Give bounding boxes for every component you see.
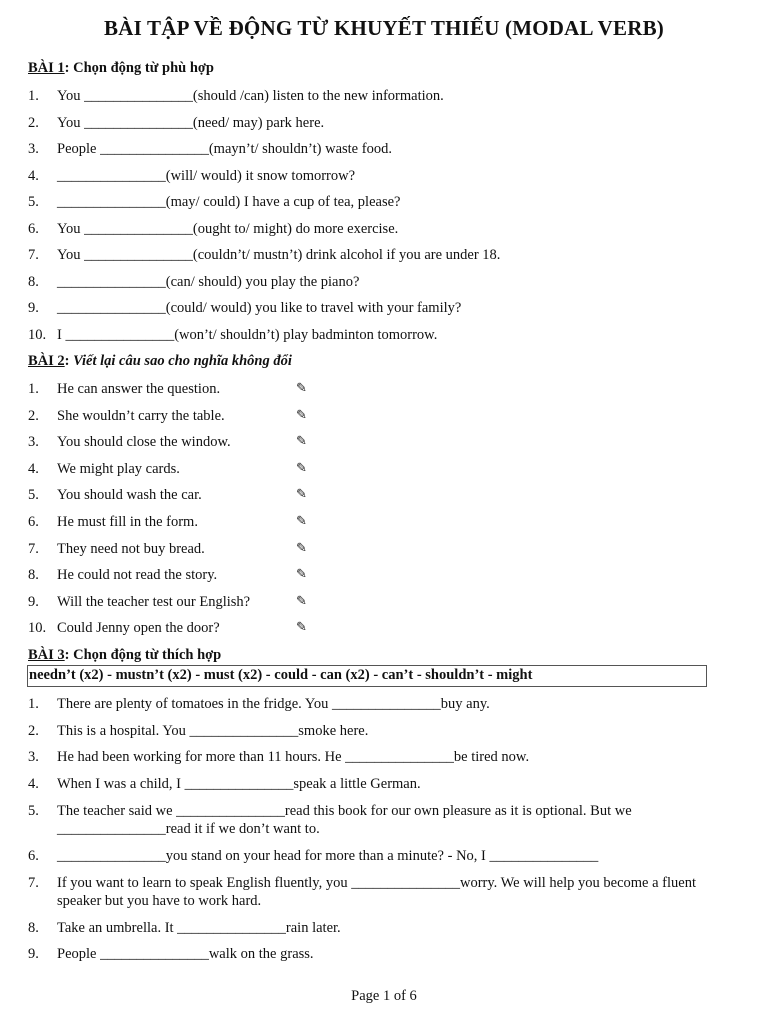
item-text: He had been working for more than 11 hours. He _______________be tired now.	[57, 749, 530, 765]
item-text: He must fill in the form.	[57, 514, 198, 530]
item-text: The teacher said we _______________read this book for our own pleasure as it is optional. But we _______________read it if we don’t want to.	[57, 803, 632, 837]
item-text: _______________(may/ could) I have a cup of tea, please?	[57, 194, 401, 210]
item-text: This is a hospital. You _______________smoke here.	[57, 723, 369, 739]
item-number: 2.	[28, 408, 39, 424]
item-number: 2.	[28, 723, 39, 739]
exercise-1-item	[28, 167, 355, 185]
item-number: 7.	[28, 875, 39, 891]
item-text: You _______________(should /can) listen to the new information.	[57, 88, 444, 104]
exercise-1-item	[28, 273, 359, 291]
item-number: 9.	[28, 594, 39, 610]
section-2-separator: :	[64, 353, 74, 369]
item-number: 5.	[28, 803, 39, 819]
section-2-heading	[28, 353, 292, 370]
item-number: 8.	[28, 274, 39, 290]
exercise-1-item	[28, 326, 437, 344]
item-text: There are plenty of tomatoes in the fridge. You _______________buy any.	[57, 696, 490, 712]
exercise-3-item	[28, 945, 314, 963]
exercise-1-item	[28, 299, 461, 317]
item-number: 10.	[28, 327, 47, 343]
item-text: _______________you stand on your head for more than a minute? - No, I _______________	[57, 848, 599, 864]
item-text: She wouldn’t carry the table.	[57, 408, 225, 424]
exercise-1-item	[28, 114, 324, 132]
exercise-2-item	[28, 619, 220, 637]
exercise-3-item	[28, 775, 421, 793]
exercise-2-item	[28, 486, 202, 504]
item-number: 3.	[28, 141, 39, 157]
exercise-2-item	[28, 460, 180, 478]
item-text: When I was a child, I _______________speak a little German.	[57, 776, 421, 792]
exercise-1-item	[28, 87, 444, 105]
item-text: You should wash the car.	[57, 487, 202, 503]
page-number: Page 1 of 6	[351, 988, 417, 1004]
pencil-icon: ✎	[296, 460, 307, 475]
section-2-instruction: Viết lại câu sao cho nghĩa không đổi	[73, 353, 292, 369]
item-number: 4.	[28, 168, 39, 184]
item-number: 3.	[28, 434, 39, 450]
item-text: He can answer the question.	[57, 381, 221, 397]
word-bank-box: needn’t (x2) - mustn’t (x2) - must (x2) - could - can (x2) - can’t - shouldn’t - might	[27, 665, 707, 687]
exercise-3-item	[28, 802, 728, 838]
item-number: 4.	[28, 461, 39, 477]
item-text: You _______________(couldn’t/ mustn’t) drink alcohol if you are under 18.	[57, 247, 501, 263]
item-number: 5.	[28, 194, 39, 210]
section-1-heading	[28, 60, 214, 77]
item-number: 5.	[28, 487, 39, 503]
exercise-3-item	[28, 748, 529, 766]
section-1-separator: :	[64, 60, 74, 76]
exercise-1-item	[28, 140, 392, 158]
item-number: 2.	[28, 115, 39, 131]
item-text: We might play cards.	[57, 461, 180, 477]
item-number: 4.	[28, 776, 39, 792]
item-text: You _______________(ought to/ might) do more exercise.	[57, 221, 399, 237]
section-3-instruction: Chọn động từ thích hợp	[73, 647, 222, 663]
pencil-icon: ✎	[296, 380, 307, 395]
item-text: Take an umbrella. It _______________rain later.	[57, 920, 341, 936]
item-text: He could not read the story.	[57, 567, 218, 583]
item-number: 9.	[28, 946, 39, 962]
item-text: _______________(could/ would) you like to travel with your family?	[57, 300, 462, 316]
pencil-icon: ✎	[296, 593, 307, 608]
exercise-3-item	[28, 722, 368, 740]
exercise-2-item	[28, 566, 217, 584]
exercise-3-item	[28, 695, 490, 713]
item-text: They need not buy bread.	[57, 541, 205, 557]
item-number: 6.	[28, 221, 39, 237]
item-number: 6.	[28, 514, 39, 530]
section-3-label: BÀI 3	[28, 647, 65, 663]
exercise-1-item	[28, 193, 400, 211]
pencil-icon: ✎	[296, 433, 307, 448]
item-number: 7.	[28, 541, 39, 557]
pencil-icon: ✎	[296, 513, 307, 528]
exercise-2-item	[28, 540, 205, 558]
item-text: You should close the window.	[57, 434, 231, 450]
item-text: I _______________(won’t/ shouldn’t) play badminton tomorrow.	[57, 327, 438, 343]
pencil-icon: ✎	[296, 407, 307, 422]
item-number: 1.	[28, 381, 39, 397]
item-number: 7.	[28, 247, 39, 263]
item-text: People _______________walk on the grass.	[57, 946, 314, 962]
section-2-label: BÀI 2	[28, 353, 65, 369]
section-3-separator: :	[64, 647, 74, 663]
item-number: 1.	[28, 696, 39, 712]
pencil-icon: ✎	[296, 619, 307, 634]
exercise-2-item	[28, 433, 231, 451]
section-1-instruction: Chọn động từ phù hợp	[73, 60, 214, 76]
item-text: If you want to learn to speak English fluently, you _______________worry. We will help you become a fluent speaker but you have to work hard.	[57, 875, 696, 909]
item-text: People _______________(mayn’t/ shouldn’t) waste food.	[57, 141, 392, 157]
item-text: _______________(will/ would) it snow tomorrow?	[57, 168, 356, 184]
exercise-1-item	[28, 220, 398, 238]
pencil-icon: ✎	[296, 566, 307, 581]
item-number: 6.	[28, 848, 39, 864]
item-number: 1.	[28, 88, 39, 104]
pencil-icon: ✎	[296, 540, 307, 555]
item-text: Could Jenny open the door?	[57, 620, 220, 636]
exercise-2-item	[28, 593, 250, 611]
exercise-2-item	[28, 513, 198, 531]
item-text: Will the teacher test our English?	[57, 594, 251, 610]
item-number: 10.	[28, 620, 47, 636]
exercise-2-item	[28, 380, 220, 398]
pencil-icon: ✎	[296, 486, 307, 501]
item-text: You _______________(need/ may) park here.	[57, 115, 325, 131]
document-title: BÀI TẬP VỀ ĐỘNG TỪ KHUYẾT THIẾU (MODAL VERB)	[104, 16, 664, 40]
exercise-3-item	[28, 874, 728, 910]
exercise-1-item	[28, 246, 500, 264]
exercise-2-item	[28, 407, 225, 425]
item-number: 8.	[28, 920, 39, 936]
exercise-3-item	[28, 847, 598, 865]
item-number: 9.	[28, 300, 39, 316]
section-1-label: BÀI 1	[28, 60, 65, 76]
exercise-3-item	[28, 919, 341, 937]
item-number: 8.	[28, 567, 39, 583]
item-number: 3.	[28, 749, 39, 765]
item-text: _______________(can/ should) you play the piano?	[57, 274, 360, 290]
section-3-heading	[28, 647, 221, 664]
